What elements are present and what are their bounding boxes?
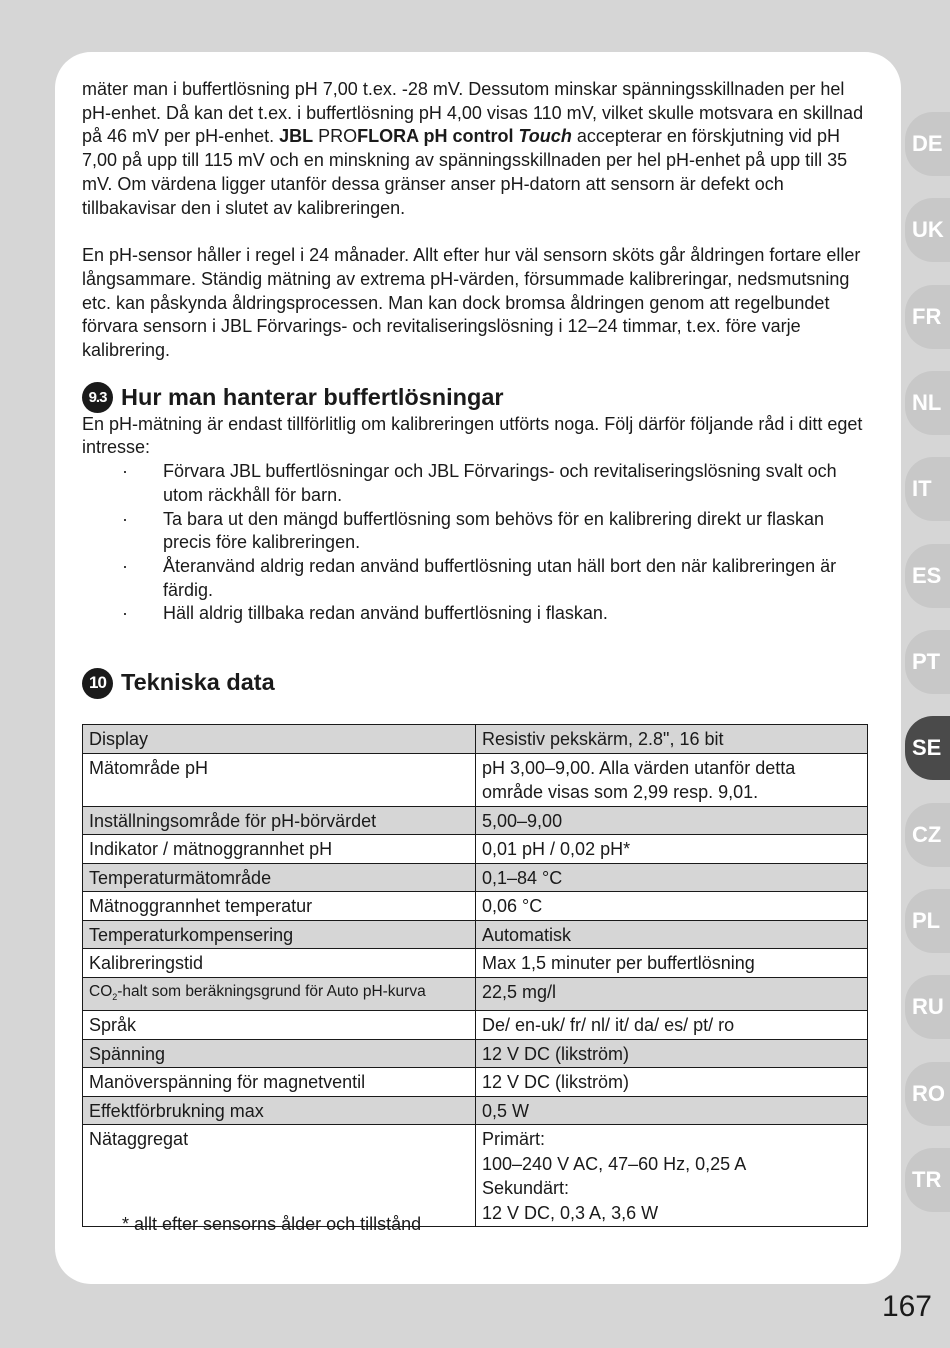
table-row	[83, 725, 868, 754]
tab-fr[interactable]: FR	[905, 285, 950, 349]
tab-se[interactable]: SE	[905, 716, 950, 780]
table-key: Nätaggregat	[83, 1125, 476, 1227]
tab-cz[interactable]: CZ	[905, 803, 950, 867]
brand-pro: PRO	[313, 126, 358, 147]
table-row	[83, 1125, 868, 1227]
advice-list	[82, 460, 872, 626]
table-value: pH 3,00–9,00. Alla värden utanför detta område visas som 2,99 resp. 9,01.	[476, 753, 868, 806]
tab-ru[interactable]: RU	[905, 975, 950, 1039]
section-number-badge: 9.3	[82, 382, 113, 413]
table-key: Inställningsområde för pH-börvärdet	[83, 806, 476, 835]
power-supply-line: 100–240 V AC, 47–60 Hz, 0,25 A	[482, 1153, 747, 1174]
table-value: De/ en-uk/ fr/ nl/ it/ da/ es/ pt/ ro	[476, 1011, 868, 1040]
table-value: 0,01 pH / 0,02 pH*	[476, 835, 868, 864]
table-key: Mätområde pH	[83, 753, 476, 806]
table-value: Max 1,5 minuter per buffertlösning	[476, 949, 868, 978]
table-row	[83, 806, 868, 835]
table-key: Temperaturmätområde	[83, 863, 476, 892]
table-row	[83, 1096, 868, 1125]
section-title: Tekniska data	[121, 669, 275, 696]
intro-paragraph-1	[82, 78, 872, 220]
list-item: · Häll aldrig tillbaka redan använd buffertlösning i flaskan.	[82, 602, 872, 626]
intro-text: mäter man i buffertlösning pH 7,00 t.ex. -28 mV. Dessutom minskar spänningsskillnaden per hel pH-enhet. Då kan det t.ex. i buffertlösning pH 4,00 visas 110 mV, vilket skulle motsvara en skillnad på 46 mV per pH-enhet.	[82, 79, 864, 147]
table-key: Indikator / mätnoggrannhet pH	[83, 835, 476, 864]
tab-ro[interactable]: RO	[905, 1062, 950, 1126]
table-value: 0,5 W	[476, 1096, 868, 1125]
table-key: Kalibreringstid	[83, 949, 476, 978]
co2-label-rest: -halt som beräkningsgrund för Auto pH-kurva	[117, 982, 426, 1000]
co2-label: CO	[89, 982, 113, 1000]
table-key: Mätnoggrannhet temperatur	[83, 892, 476, 921]
tab-it[interactable]: IT	[905, 457, 950, 521]
co2-subscript: 2	[112, 991, 118, 1002]
table-value: 12 V DC (likström)	[476, 1068, 868, 1097]
table-key: Effektförbrukning max	[83, 1096, 476, 1125]
page-number: 167	[881, 1290, 932, 1323]
footnote: * allt efter sensorns ålder och tillstånd	[122, 1214, 422, 1234]
table-row	[83, 835, 868, 864]
table-row	[83, 1068, 868, 1097]
table-row	[83, 920, 868, 949]
intro-paragraph-2: En pH-sensor håller i regel i 24 månader. Allt efter hur väl sensorn sköts går åldringen fortare eller långsammare. Ständig mätning av extrema pH-värden, försummade kalibreringar, nedsmutsning etc. kan påskynda åldringsprocessen. Man kan dock bromsa åldringen genom att regelbundet förvara sensorn i JBL Förvarings- och revitaliseringslösning i 12–24 timmar, t.ex. före varje kalibrering.	[82, 245, 861, 361]
table-row	[83, 892, 868, 921]
table-value: Resistiv pekskärm, 2.8", 16 bit	[476, 725, 868, 754]
table-value: 22,5 mg/l	[476, 977, 868, 1011]
tab-pl[interactable]: PL	[905, 889, 950, 953]
table-row	[83, 949, 868, 978]
table-key: Temperaturkompensering	[83, 920, 476, 949]
table-key: Språk	[83, 1011, 476, 1040]
tab-tr[interactable]: TR	[905, 1148, 950, 1212]
table-key: Manöverspänning för magnetventil	[83, 1068, 476, 1097]
main-content	[82, 78, 872, 698]
intro-text-continued: accepterar en förskjutning vid pH 7,00 på upp till 115 mV och en minskning av spänningsskillnaden per hel pH-enhet på upp till 35 mV. Om värdena ligger utanför dessa gränser anser pH-datorn att sensorn är defekt och tillbakavisar den i slutet av kalibreringen.	[82, 126, 848, 218]
section-number-badge: 10	[82, 668, 113, 699]
table-value: Automatisk	[476, 920, 868, 949]
table-row	[83, 1011, 868, 1040]
section-heading-10	[82, 668, 872, 698]
table-value	[476, 1125, 868, 1227]
tab-de[interactable]: DE	[905, 112, 950, 176]
table-row	[83, 977, 868, 1011]
tab-es[interactable]: ES	[905, 544, 950, 608]
list-item: · Återanvänd aldrig redan använd buffertlösning utan häll bort den när kalibreringen är färdig.	[82, 555, 872, 602]
table-row	[83, 863, 868, 892]
table-key	[83, 977, 476, 1011]
section-title: Hur man hanterar buffertlösningar	[121, 383, 504, 410]
tab-uk[interactable]: UK	[905, 198, 950, 262]
table-value: 12 V DC (likström)	[476, 1039, 868, 1068]
section-heading-9-3	[82, 383, 872, 413]
power-supply-line: Primärt:	[482, 1129, 545, 1150]
list-item: · Förvara JBL buffertlösningar och JBL Förvarings- och revitaliseringslösning svalt och utom räckhåll för barn.	[82, 460, 872, 507]
list-item: · Ta bara ut den mängd buffertlösning som behövs för en kalibrering direkt ur flaskan precis före kalibreringen.	[82, 508, 872, 555]
table-value: 5,00–9,00	[476, 806, 868, 835]
table-row	[83, 753, 868, 806]
table-value: 0,1–84 °C	[476, 863, 868, 892]
technical-data-table	[82, 724, 868, 1227]
tab-nl[interactable]: NL	[905, 371, 950, 435]
section-intro: En pH-mätning är endast tillförlitlig om kalibreringen utförts noga. Följ därför följande råd i ditt eget intresse:	[82, 413, 863, 458]
power-supply-line: Sekundärt:	[482, 1178, 570, 1199]
brand-flora: FLORA pH control	[357, 126, 519, 147]
table-row	[83, 1039, 868, 1068]
table-value: 0,06 °C	[476, 892, 868, 921]
brand-jbl: JBL	[279, 126, 314, 147]
table-key: Display	[83, 725, 476, 754]
table-key: Spänning	[83, 1039, 476, 1068]
tab-pt[interactable]: PT	[905, 630, 950, 694]
power-supply-line: 12 V DC, 0,3 A, 3,6 W	[482, 1202, 659, 1223]
brand-touch: Touch	[518, 126, 572, 147]
